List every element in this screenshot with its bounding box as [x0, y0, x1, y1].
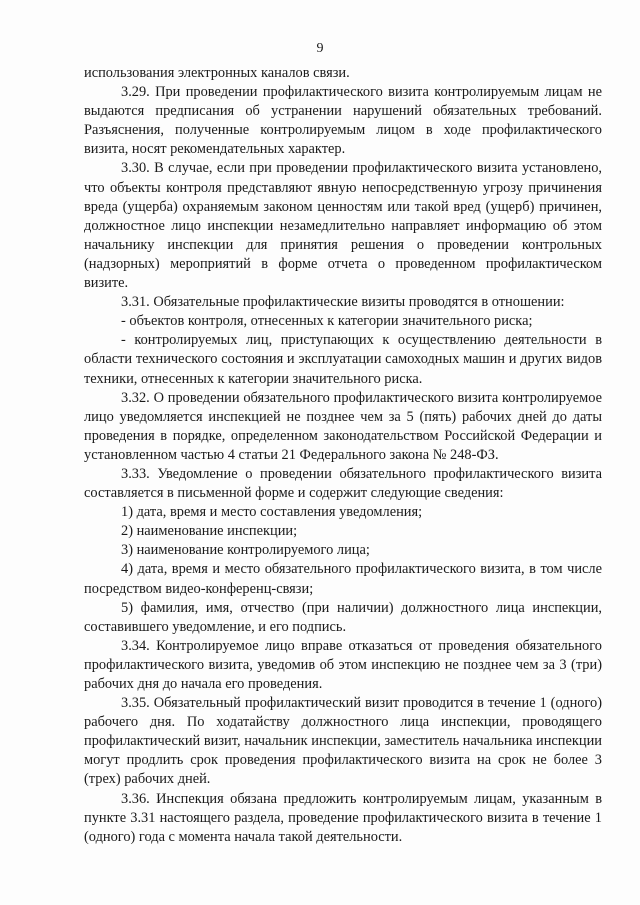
page-number: 9 — [316, 41, 324, 56]
list-item-controlled-persons: - контролируемых лиц, приступающих к осуществлению деятельности в области технического состояния и эксплуатации самоходных машин и других видов техники, отнесенных к категории значительного риска. — [84, 332, 602, 387]
list-item-4: 4) дата, время и место обязательного профилактического визита, в том числе посредством видео-конференц-связи; — [84, 561, 602, 597]
paragraph-continuation: использования электронных каналов связи. — [84, 65, 350, 81]
list-item-2: 2) наименование инспекции; — [121, 523, 298, 540]
paragraph-3-30: 3.30. В случае, если при проведении профилактического визита установлено, что объекты контроля представляют явную непосредственную угрозу причинения вреда (ущерба) охраняемым законом ценностям или такой вред (ущерб) причинен, должностное лицо инспекции незамедлительно направляет информацию об этом начальнику инспекции для принятия решения о проведении контрольных (надзорных) мероприятий в форме отчета о проведенном профилактическом визите. — [84, 160, 602, 292]
paragraph-3-31: 3.31. Обязательные профилактические визиты проводятся в отношении: — [121, 294, 565, 311]
paragraph-3-32: 3.32. О проведении обязательного профилактического визита контролируемое лицо уведомляется инспекцией не позднее чем за 5 (пять) рабочих дней до даты проведения в порядке, определенном законодательством Российской Федерации и установленном частью 4 статьи 21 Федерального закона № 248-ФЗ. — [84, 389, 602, 463]
list-item-1: 1) дата, время и место составления уведомления; — [121, 504, 423, 521]
paragraph-3-35: 3.35. Обязательный профилактический визит проводится в течение 1 (одного) рабочего дня. По ходатайству должностного лица инспекции, проводящего профилактический визит, начальник инспекции, заместитель начальника инспекции могут продлить срок проведения профилактического визита на срок не более 3 (трех) рабочих дней. — [84, 695, 602, 788]
paragraph-3-34: 3.34. Контролируемое лицо вправе отказаться от проведения обязательного профилактического визита, уведомив об этом инспекцию не позднее чем за 3 (три) рабочих дня до начала его проведения. — [84, 637, 602, 692]
list-item-objects: - объектов контроля, отнесенных к категории значительного риска; — [121, 313, 533, 330]
list-item-3: 3) наименование контролируемого лица; — [121, 542, 370, 559]
list-item-5: 5) фамилия, имя, отчество (при наличии) должностного лица инспекции, составившего уведомление, и его подпись. — [84, 599, 602, 635]
paragraph-3-36: 3.36. Инспекция обязана предложить контролируемым лицам, указанным в пункте 3.31 настоящего раздела, проведение профилактического визита в течение 1 (одного) года с момента начала такой деятельности. — [84, 790, 602, 845]
document-body — [84, 64, 602, 847]
paragraph-3-33: 3.33. Уведомление о проведении обязательного профилактического визита составляется в письменной форме и содержит следующие сведения: — [84, 465, 602, 502]
paragraph-3-29: 3.29. При проведении профилактического визита контролируемым лицам не выдаются предписания об устранении нарушений обязательных требований. Разъяснения, полученные контролируемым лицом в ходе профилактического визита, носят рекомендательных характер. — [84, 84, 602, 158]
